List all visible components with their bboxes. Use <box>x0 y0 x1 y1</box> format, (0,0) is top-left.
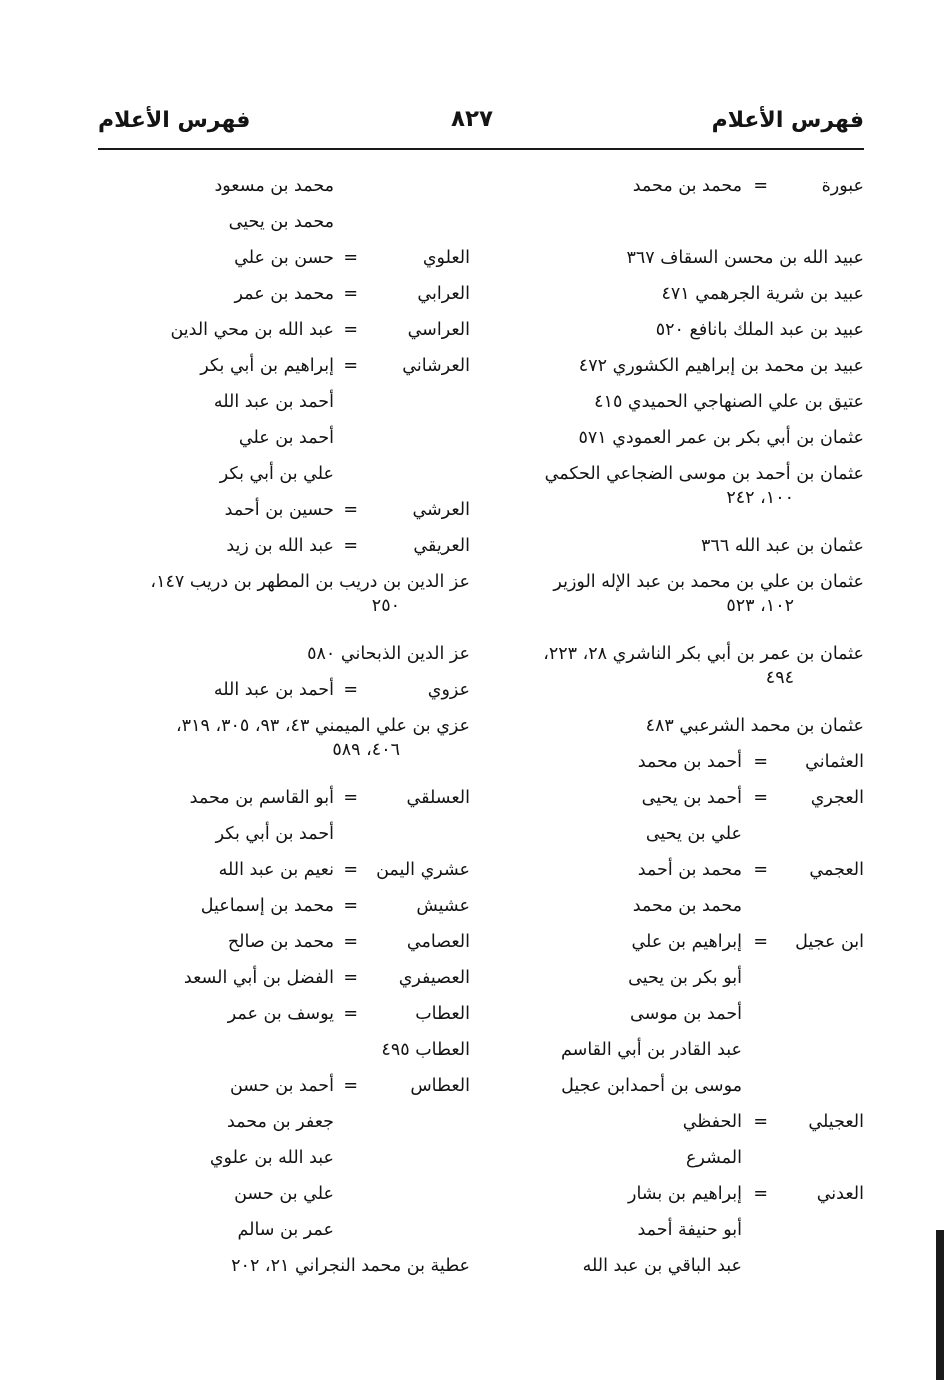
equals-sign: = <box>753 1184 768 1204</box>
equals-sign: = <box>343 680 358 700</box>
entry-text: عثمان بن علي بن محمد بن عبد الإله الوزير <box>553 572 864 592</box>
entry-cross-reference: أحمد بن أبي بكر <box>215 824 334 844</box>
entry-nisba: العطاب <box>415 1004 470 1024</box>
entry-text: عثمان بن أبي بكر بن عمر العمودي ٥٧١ <box>578 428 864 448</box>
entry-text: عبيد بن محمد بن إبراهيم الكشوري ٤٧٢ <box>578 356 864 376</box>
entry-cross-reference: عمر بن سالم <box>237 1220 334 1240</box>
equals-sign: = <box>753 860 768 880</box>
entry-cross-reference: عبد الله بن محي الدين <box>170 320 334 340</box>
entry-page-refs-continued: ٢٥٠ <box>371 596 400 616</box>
entry-nisba: العجيلي <box>808 1112 864 1132</box>
entry-cross-reference: الحفظي <box>682 1112 742 1132</box>
index-entry <box>98 930 470 956</box>
index-entry <box>98 354 470 380</box>
index-entry <box>98 642 470 668</box>
entry-nisba: عشري اليمن <box>376 860 470 880</box>
index-column-left <box>98 0 470 1390</box>
index-entry <box>98 1110 470 1136</box>
entry-nisba: العرابي <box>417 284 470 304</box>
entry-cross-reference: علي بن أبي بكر <box>219 464 334 484</box>
index-entry <box>488 822 864 848</box>
index-column-right <box>488 0 864 1390</box>
entry-cross-reference: إبراهيم بن بشار <box>628 1184 742 1204</box>
entry-nisba: عزوي <box>427 680 470 700</box>
entry-cross-reference: يوسف بن عمر <box>227 1004 334 1024</box>
entry-cross-reference: عبد القادر بن أبي القاسم <box>561 1040 742 1060</box>
page-number: ٨٢٧ <box>450 106 494 132</box>
entry-nisba: العصيفري <box>398 968 470 988</box>
entry-cross-reference: إبراهيم بن أبي بكر <box>200 356 334 376</box>
index-entry <box>98 822 470 848</box>
entry-cross-reference: عبد الله بن علوي <box>209 1148 334 1168</box>
entry-cross-reference: أحمد بن حسن <box>229 1076 334 1096</box>
entry-text: عثمان بن عبد الله ٣٦٦ <box>701 536 864 556</box>
index-entry <box>488 786 864 812</box>
equals-sign: = <box>753 932 768 952</box>
index-entry <box>98 678 470 704</box>
entry-cross-reference: حسين بن أحمد <box>224 500 334 520</box>
entry-cross-reference: علي بن يحيى <box>645 824 742 844</box>
entry-text: عثمان بن محمد الشرعبي ٤٨٣ <box>645 716 864 736</box>
entry-cross-reference: محمد بن صالح <box>227 932 334 952</box>
entry-nisba: العصامي <box>406 932 470 952</box>
index-entry <box>98 786 470 812</box>
entry-cross-reference: أحمد بن موسى <box>630 1004 742 1024</box>
index-entry <box>488 1182 864 1208</box>
entry-cross-reference: أحمد بن علي <box>238 428 334 448</box>
entry-cross-reference: عبد الله بن زيد <box>226 536 334 556</box>
entry-cross-reference: نعيم بن عبد الله <box>218 860 334 880</box>
index-entry <box>98 498 470 524</box>
entry-cross-reference: محمد بن أحمد <box>637 860 742 880</box>
entry-nisba: العجري <box>810 788 864 808</box>
index-entry <box>98 1002 470 1028</box>
equals-sign: = <box>343 500 358 520</box>
equals-sign: = <box>343 284 358 304</box>
entry-text: عثمان بن عمر بن أبي بكر الناشري ٢٨، ٢٢٣، <box>543 644 864 664</box>
entry-nisba: العجمي <box>809 860 864 880</box>
index-entry <box>98 534 470 560</box>
page-edge-shadow <box>936 1230 944 1380</box>
index-entry <box>488 570 864 618</box>
entry-page-refs-continued: ٤٩٤ <box>765 668 794 688</box>
entry-cross-reference: أحمد بن يحيى <box>641 788 742 808</box>
index-entry <box>98 1146 470 1172</box>
equals-sign: = <box>343 896 358 916</box>
running-header-right: فهرس الأعلام <box>711 108 864 133</box>
entry-cross-reference: أبو القاسم بن محمد <box>189 788 334 808</box>
index-entry <box>98 714 470 762</box>
entry-cross-reference: الفضل بن أبي السعد <box>183 968 334 988</box>
equals-sign: = <box>343 536 358 556</box>
entry-cross-reference: عبد الباقي بن عبد الله <box>582 1256 742 1276</box>
entry-text: عز الدين الذبحاني ٥٨٠ <box>307 644 470 664</box>
entry-text: العطاب ٤٩٥ <box>381 1040 470 1060</box>
index-entry <box>98 282 470 308</box>
equals-sign: = <box>753 788 768 808</box>
equals-sign: = <box>343 788 358 808</box>
entry-cross-reference: محمد بن يحيى <box>228 212 334 232</box>
index-entry <box>488 930 864 956</box>
entry-cross-reference: جعفر بن محمد <box>226 1112 334 1132</box>
index-entry <box>98 858 470 884</box>
entry-cross-reference: محمد بن إسماعيل <box>200 896 334 916</box>
entry-cross-reference: موسى بن أحمدابن عجيل <box>561 1076 742 1096</box>
index-entry <box>488 894 864 920</box>
index-entry <box>488 354 864 380</box>
index-entry <box>98 210 470 236</box>
entry-page-refs-continued: ٤٠٦، ٥٨٩ <box>332 740 400 760</box>
entry-cross-reference: أحمد بن محمد <box>637 752 742 772</box>
index-entry <box>488 966 864 992</box>
entry-cross-reference: أبو بكر بن يحيى <box>628 968 742 988</box>
equals-sign: = <box>343 1004 358 1024</box>
index-entry <box>98 390 470 416</box>
equals-sign: = <box>343 932 358 952</box>
entry-text: عتيق بن علي الصنهاجي الحميدي ٤١٥ <box>594 392 864 412</box>
entry-text: عبيد بن شرية الجرهمي ٤٧١ <box>661 284 864 304</box>
entry-text: عزي بن علي الميمني ٤٣، ٩٣، ٣٠٥، ٣١٩، <box>176 716 470 736</box>
index-entry <box>98 1038 470 1064</box>
entry-text: عبيد بن عبد الملك بانافع ٥٢٠ <box>655 320 864 340</box>
entry-nisba: ابن عجيل <box>795 932 864 952</box>
index-entry <box>488 1002 864 1028</box>
entry-nisba: العرشي <box>412 500 470 520</box>
entry-cross-reference: محمد بن عمر <box>234 284 334 304</box>
equals-sign: = <box>343 248 358 268</box>
equals-sign: = <box>343 1076 358 1096</box>
index-entry <box>488 1038 864 1064</box>
index-entry <box>98 570 470 618</box>
entry-cross-reference: أحمد بن عبد الله <box>213 680 334 700</box>
index-entry <box>98 1182 470 1208</box>
index-entry <box>488 642 864 690</box>
index-entry <box>488 1254 864 1280</box>
entry-nisba: العدني <box>816 1184 864 1204</box>
equals-sign: = <box>343 860 358 880</box>
entry-text: عثمان بن أحمد بن موسى الضجاعي الحكمي <box>544 464 864 484</box>
index-entry <box>488 462 864 510</box>
index-entry <box>98 1254 470 1280</box>
index-entry <box>98 174 470 200</box>
index-entry <box>98 426 470 452</box>
index-entry <box>488 1110 864 1136</box>
index-entry <box>488 534 864 560</box>
entry-nisba: العسلقي <box>406 788 470 808</box>
entry-cross-reference: أحمد بن عبد الله <box>213 392 334 412</box>
index-entry <box>98 462 470 488</box>
entry-nisba: عبورة <box>821 176 864 196</box>
index-entry <box>98 1074 470 1100</box>
entry-text: عبيد الله بن محسن السقاف ٣٦٧ <box>626 248 864 268</box>
index-entry <box>488 858 864 884</box>
entry-cross-reference: أبو حنيفة أحمد <box>637 1220 742 1240</box>
entry-cross-reference: حسن بن علي <box>234 248 334 268</box>
entry-cross-reference: إبراهيم بن علي <box>631 932 742 952</box>
equals-sign: = <box>343 968 358 988</box>
entry-nisba: العريقي <box>413 536 470 556</box>
index-entry <box>488 318 864 344</box>
equals-sign: = <box>753 752 768 772</box>
equals-sign: = <box>753 176 768 196</box>
entry-page-refs-continued: ١٠٠، ٢٤٢ <box>726 488 794 508</box>
entry-nisba: العرشاني <box>402 356 470 376</box>
index-entry <box>98 966 470 992</box>
index-entry <box>488 390 864 416</box>
running-header-left: فهرس الأعلام <box>98 108 251 133</box>
index-entry <box>488 282 864 308</box>
index-entry <box>488 174 864 200</box>
entry-cross-reference: محمد بن محمد <box>632 896 742 916</box>
entry-page-refs-continued: ١٠٢، ٥٢٣ <box>726 596 794 616</box>
index-entry <box>488 1074 864 1100</box>
entry-nisba: العطاس <box>410 1076 470 1096</box>
index-entry <box>488 1218 864 1244</box>
entry-nisba: عشيش <box>416 896 470 916</box>
equals-sign: = <box>753 1112 768 1132</box>
entry-text: عز الدين بن دريب بن المطهر بن دريب ١٤٧، <box>150 572 470 592</box>
index-entry <box>488 750 864 776</box>
entry-cross-reference: علي بن حسن <box>234 1184 334 1204</box>
entry-cross-reference: المشرع <box>685 1148 742 1168</box>
index-entry <box>98 894 470 920</box>
equals-sign: = <box>343 320 358 340</box>
entry-text: عطية بن محمد النجراني ٢١، ٢٠٢ <box>231 1256 470 1276</box>
index-entry <box>488 714 864 740</box>
entry-nisba: العثماني <box>805 752 864 772</box>
equals-sign: = <box>343 356 358 376</box>
entry-cross-reference: محمد بن مسعود <box>214 176 334 196</box>
index-entry <box>98 246 470 272</box>
entry-nisba: العراسي <box>407 320 470 340</box>
index-entry <box>488 1146 864 1172</box>
entry-nisba: العلوي <box>422 248 470 268</box>
index-entry <box>488 246 864 272</box>
entry-cross-reference: محمد بن محمد <box>632 176 742 196</box>
index-entry <box>98 318 470 344</box>
index-entry <box>98 1218 470 1244</box>
index-entry <box>488 426 864 452</box>
